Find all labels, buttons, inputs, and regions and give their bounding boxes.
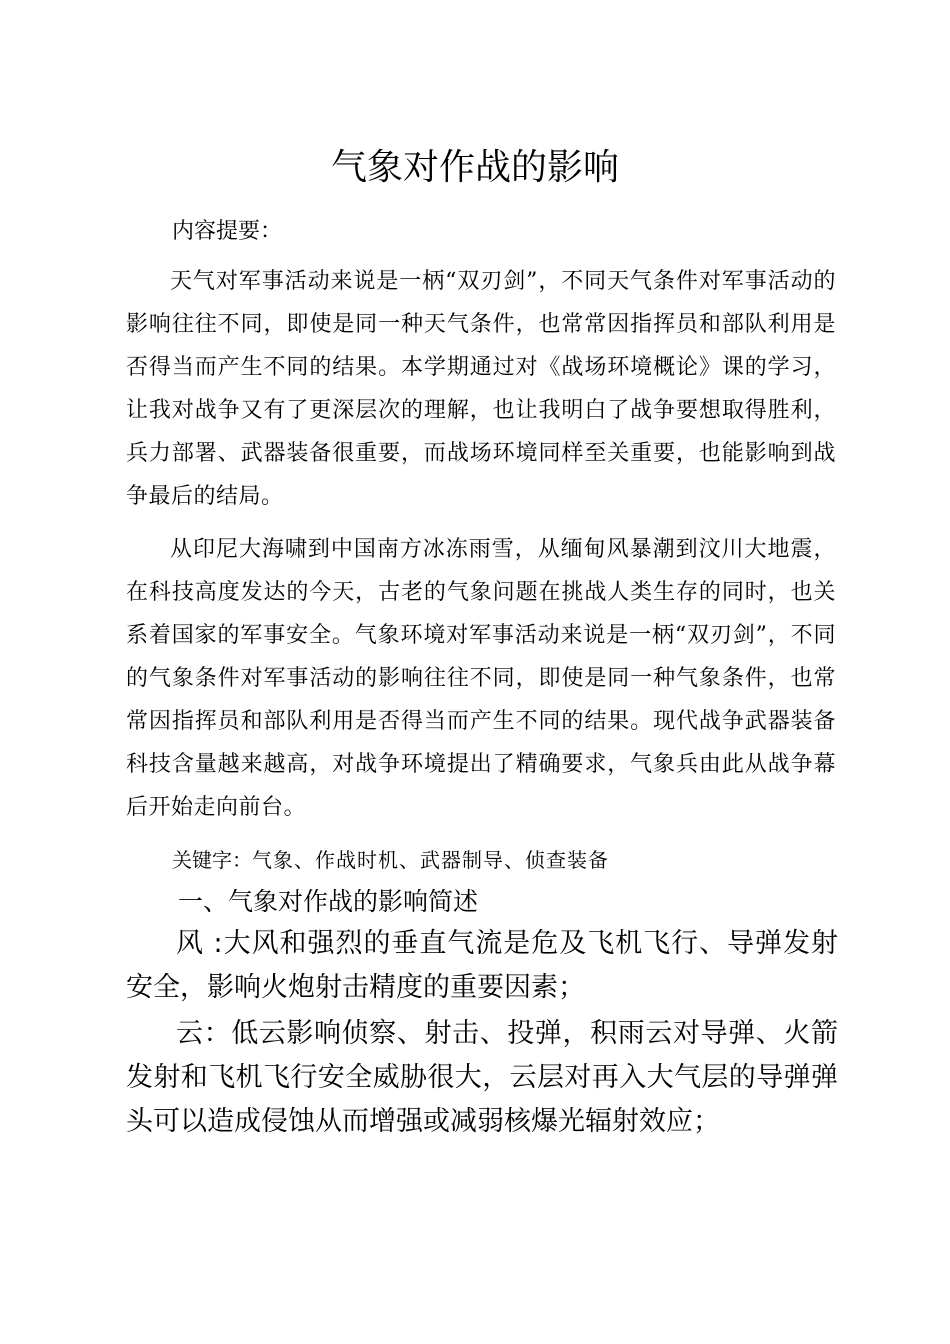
keywords-line (172, 846, 609, 874)
summary-paragraph-1: 天气对军事活动来说是一柄“双刃剑”，不同天气条件对军事活动的影响往往不同，即使是同一种天气条件，也常常因指挥员和部队利用是否得当而产生不同的结果。本学期通过对《战场环境概论》课的学习，让我对战争又有了更深层次的理解，也让我明白了战争要想取得胜利，兵力部署、武器装备很重要，而战场环境同样至关重要，也能影响到战争最后的结局。 (126, 269, 836, 509)
document-title: 气象对作战的影响 (330, 147, 619, 188)
body-paragraph-wind: 风 :大风和强烈的垂直气流是危及飞机飞行、导弹发射安全，影响火炮射击精度的重要因素； (126, 928, 838, 1003)
body-paragraph-cloud: 云：低云影响侦察、射击、投弹，积雨云对导弹、火箭发射和飞机飞行安全威胁很大，云层对再入大气层的导弹弹头可以造成侵蚀从而增强或减弱核爆光辐射效应； (126, 1018, 838, 1137)
keywords-value: 气象、作战时机、武器制导、侦查装备 (252, 848, 609, 872)
keywords-label: 关键字： (172, 848, 252, 872)
summary-label: 内容提要： (172, 219, 283, 244)
section-heading: 一、气象对作战的影响简述 (178, 887, 479, 916)
summary-paragraph-2: 从印尼大海啸到中国南方冰冻雨雪，从缅甸风暴潮到汶川大地震，在科技高度发达的今天，古老的气象问题在挑战人类生存的同时，也关系着国家的军事安全。气象环境对军事活动来说是一柄“双刃剑”，不同的气象条件对军事活动的影响往往不同，即使是同一种气象条件，也常常因指挥员和部队利用是否得当而产生不同的结果。现代战争武器装备科技含量越来越高，对战争环境提出了精确要求，气象兵由此从战争幕后开始走向前台。 (126, 537, 836, 820)
